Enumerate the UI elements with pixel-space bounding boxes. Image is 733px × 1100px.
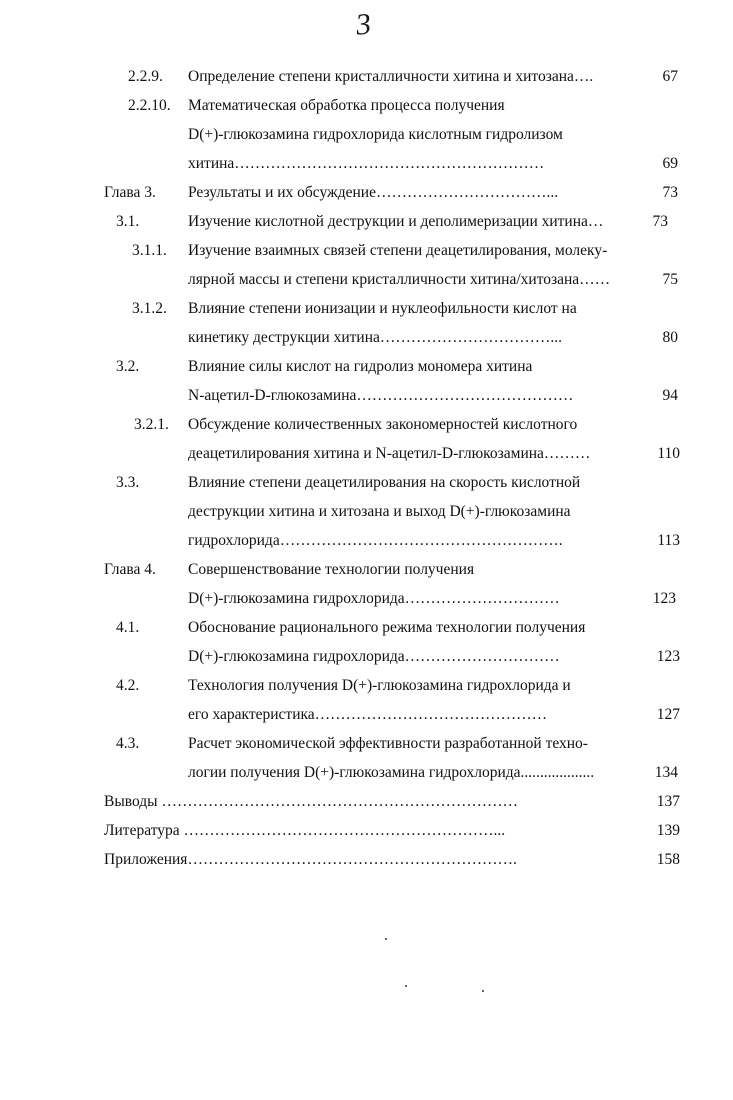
toc-entry-page: 73	[662, 184, 678, 201]
toc-entry-page: 127	[656, 706, 680, 723]
toc-entry-page: 110	[657, 445, 680, 462]
toc-entry-page: 69	[662, 155, 678, 172]
toc-entry-page: 134	[654, 764, 678, 781]
scan-speck	[482, 990, 484, 992]
toc-entry-page: 80	[662, 329, 678, 346]
toc-entry-page: 123	[652, 590, 676, 607]
toc-entry-number: 3.1.2.	[132, 300, 167, 317]
toc-entry-title: Приложения……………………………………………………….	[104, 851, 517, 868]
toc-entry-page: 75	[662, 271, 678, 288]
toc-entry-title: Математическая обработка процесса получения	[188, 97, 505, 114]
toc-entry-title: гидрохлорида……………………………………………….	[188, 532, 563, 549]
toc-entry-number: 2.2.10.	[128, 97, 171, 114]
toc-entry-title: деацетилирования хитина и N-ацетил-D-глюкозамина………	[188, 445, 591, 462]
toc-entry-title: Влияние силы кислот на гидролиз мономера хитина	[188, 358, 533, 375]
toc-entry-page: 158	[656, 851, 680, 868]
toc-entry-number: 2.2.9.	[128, 68, 163, 85]
toc-entry-title: D(+)-глюкозамина гидрохлорида…………………………	[188, 648, 560, 665]
toc-entry-title: Влияние степени ионизации и нуклеофильности кислот на	[188, 300, 577, 317]
toc-entry-title: хитина……………………………………………………	[188, 155, 545, 172]
toc-entry-number: 3.1.1.	[132, 242, 167, 259]
toc-entry-number: 4.3.	[116, 735, 140, 752]
toc-entry-title: Обсуждение количественных закономерностей кислотного	[188, 416, 578, 433]
toc-entry-title: Влияние степени деацетилирования на скорость кислотной	[188, 474, 581, 491]
scan-speck	[385, 938, 387, 940]
toc-entry-number: Глава 3.	[104, 184, 156, 201]
toc-entry-title: Выводы ……………………………………………………………	[104, 793, 518, 810]
toc-entry-page: 67	[662, 68, 678, 85]
toc-entry-number: 4.2.	[116, 677, 140, 694]
toc-entry-page: 137	[656, 793, 680, 810]
toc-entry-number: 3.2.	[116, 358, 140, 375]
toc-entry-title: Расчет экономической эффективности разработанной техно-	[188, 735, 588, 752]
toc-entry-page: 73	[652, 213, 668, 230]
toc-entry-title: его характеристика………………………………………	[188, 706, 548, 723]
toc-entry-title: логии получения D(+)-глюкозамина гидрохлорида...................	[188, 764, 595, 781]
toc-entry-title: Определение степени кристалличности хитина и хитозана….	[188, 68, 594, 85]
toc-entry-page: 94	[662, 387, 678, 404]
toc-entry-title: Технология получения D(+)-глюкозамина гидрохлорида и	[188, 677, 571, 694]
toc-entry-title: D(+)-глюкозамина гидрохлорида кислотным гидролизом	[188, 126, 563, 143]
scan-speck	[405, 985, 407, 987]
toc-entry-title: лярной массы и степени кристалличности хитина/хитозана……	[188, 271, 611, 288]
toc-entry-title: деструкции хитина и хитозана и выход D(+)-глюкозамина	[188, 503, 571, 520]
toc-entry-title: Обоснование рационального режима технологии получения	[188, 619, 586, 636]
toc-entry-number: 3.2.1.	[134, 416, 169, 433]
toc-entry-page: 123	[656, 648, 680, 665]
toc-entry-page: 139	[656, 822, 680, 839]
toc-entry-number: Глава 4.	[104, 561, 156, 578]
toc-entry-title: Изучение кислотной деструкции и деполимеризации хитина…	[188, 213, 604, 230]
toc-entry-page: 113	[657, 532, 680, 549]
toc-entry-title: Результаты и их обсуждение……………………………...	[188, 184, 559, 201]
toc-entry-title: Совершенствование технологии получения	[188, 561, 475, 578]
toc-entry-title: Изучение взаимных связей степени деацетилирования, молеку-	[188, 242, 608, 259]
toc-entry-title: кинетику деструкции хитина……………………………...	[188, 329, 562, 346]
toc-entry-title: Литература ……………………………………………………...	[104, 822, 506, 839]
toc-entry-number: 4.1.	[116, 619, 140, 636]
toc-entry-number: 3.3.	[116, 474, 140, 491]
toc-entry-title: N-ацетил-D-глюкозамина……………………………………	[188, 387, 574, 404]
toc-entry-title: D(+)-глюкозамина гидрохлорида…………………………	[188, 590, 560, 607]
toc-entry-number: 3.1.	[116, 213, 140, 230]
page-number-mark: 3	[354, 7, 373, 42]
